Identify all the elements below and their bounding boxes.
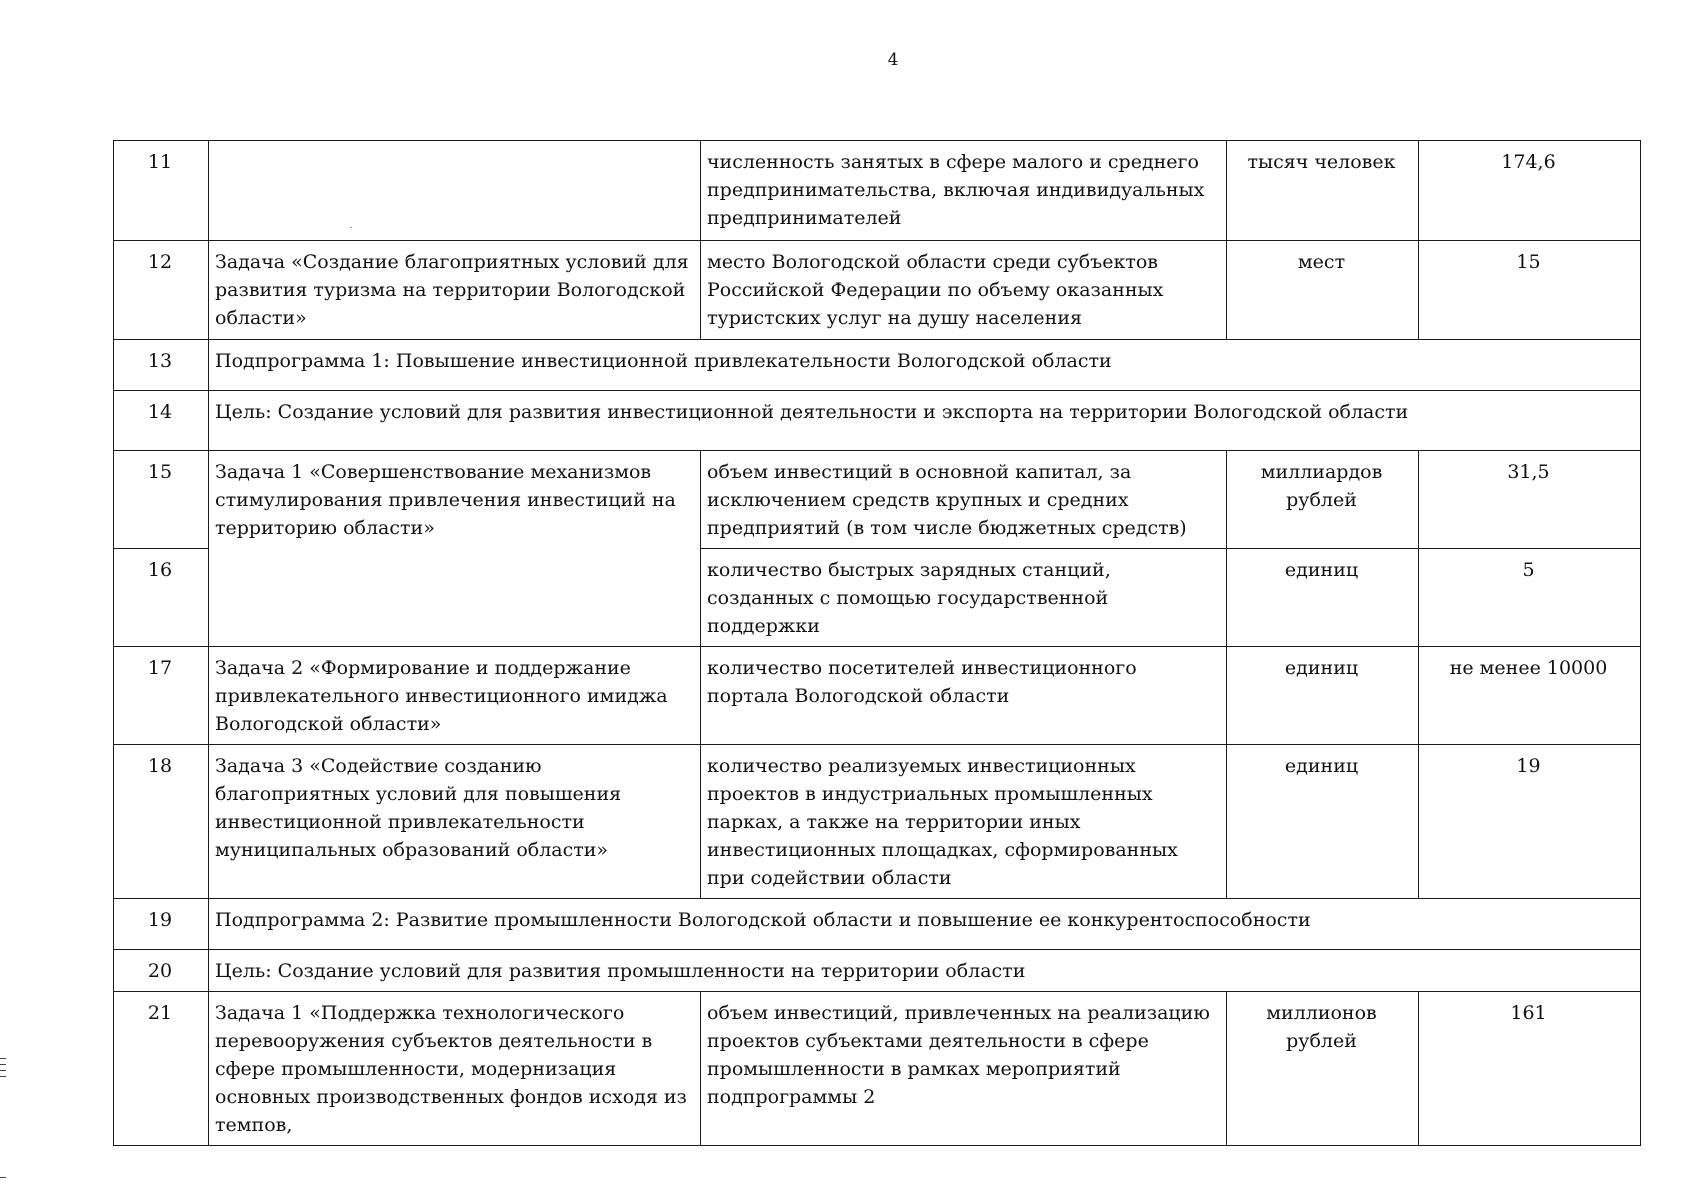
indicator-cell: численность занятых в сфере малого и среднего предпринимательства, включая индивидуальных предпринимателей (701, 141, 1227, 241)
row-number: 15 (114, 451, 209, 549)
margin-mark (0, 1070, 6, 1071)
value-cell: 15 (1419, 241, 1641, 340)
row-number: 20 (114, 950, 209, 992)
task-cell: Задача 1 «Совершенствование механизмов стимулирования привлечения инвестиций на территорию области» (209, 451, 701, 647)
row-number: 11 (114, 141, 209, 241)
row-number: 17 (114, 647, 209, 745)
unit-cell: единиц (1227, 745, 1419, 899)
unit-cell: миллионов рублей (1227, 992, 1419, 1146)
subprogram-heading: Подпрограмма 2: Развитие промышленности Вологодской области и повышение ее конкурентоспособности (209, 899, 1641, 950)
margin-mark (0, 1064, 6, 1065)
value-cell: 19 (1419, 745, 1641, 899)
table-row (114, 340, 1641, 391)
task-cell: Задача 2 «Формирование и поддержание привлекательного инвестиционного имиджа Вологодской области» (209, 647, 701, 745)
value-cell: не менее 10000 (1419, 647, 1641, 745)
row-number: 13 (114, 340, 209, 391)
scan-speck (350, 227, 352, 228)
value-cell: 174,6 (1419, 141, 1641, 241)
table-row (114, 647, 1641, 745)
row-number: 19 (114, 899, 209, 950)
row-number: 14 (114, 391, 209, 451)
table-row (114, 241, 1641, 340)
row-number: 18 (114, 745, 209, 899)
indicator-cell: объем инвестиций в основной капитал, за исключением средств крупных и средних предприятий (в том числе бюджетных средств) (701, 451, 1227, 549)
table-row (114, 141, 1641, 241)
task-cell: Задача 1 «Поддержка технологического перевооружения субъектов деятельности в сфере промышленности, модернизация основных производственных фондов исходя из темпов, (209, 992, 701, 1146)
table-row (114, 451, 1641, 549)
task-cell (209, 141, 701, 241)
unit-cell: миллиардов рублей (1227, 451, 1419, 549)
table-row (114, 745, 1641, 899)
value-cell: 5 (1419, 549, 1641, 647)
unit-cell: мест (1227, 241, 1419, 340)
row-number: 12 (114, 241, 209, 340)
value-cell: 31,5 (1419, 451, 1641, 549)
indicator-cell: количество реализуемых инвестиционных проектов в индустриальных промышленных парках, а также на территории иных инвестиционных площадках, сформированных при содействии области (701, 745, 1227, 899)
margin-mark (0, 1058, 6, 1059)
page-number: 4 (887, 50, 899, 70)
indicator-cell: место Вологодской области среди субъектов Российской Федерации по объему оказанных туристских услуг на душу населения (701, 241, 1227, 340)
indicator-cell: количество посетителей инвестиционного портала Вологодской области (701, 647, 1227, 745)
goal-heading: Цель: Создание условий для развития инвестиционной деятельности и экспорта на территории Вологодской области (209, 391, 1641, 451)
row-number: 21 (114, 992, 209, 1146)
subprogram-heading: Подпрограмма 1: Повышение инвестиционной привлекательности Вологодской области (209, 340, 1641, 391)
unit-cell: единиц (1227, 647, 1419, 745)
unit-cell: единиц (1227, 549, 1419, 647)
margin-mark (0, 1076, 6, 1077)
unit-cell: тысяч человек (1227, 141, 1419, 241)
margin-marks (0, 1058, 6, 1082)
table-row (114, 992, 1641, 1146)
margin-tick (0, 1177, 6, 1178)
task-cell: Задача 3 «Содействие созданию благоприятных условий для повышения инвестиционной привлекательности муниципальных образований области» (209, 745, 701, 899)
goal-heading: Цель: Создание условий для развития промышленности на территории области (209, 950, 1641, 992)
value-cell: 161 (1419, 992, 1641, 1146)
table-row (114, 950, 1641, 992)
table-row (114, 391, 1641, 451)
indicator-cell: количество быстрых зарядных станций, созданных с помощью государственной поддержки (701, 549, 1227, 647)
indicator-cell: объем инвестиций, привлеченных на реализацию проектов субъектами деятельности в сфере промышленности в рамках мероприятий подпрограммы 2 (701, 992, 1227, 1146)
task-cell: Задача «Создание благоприятных условий для развития туризма на территории Вологодской области» (209, 241, 701, 340)
table-row (114, 899, 1641, 950)
indicators-table (113, 140, 1641, 1146)
row-number: 16 (114, 549, 209, 647)
